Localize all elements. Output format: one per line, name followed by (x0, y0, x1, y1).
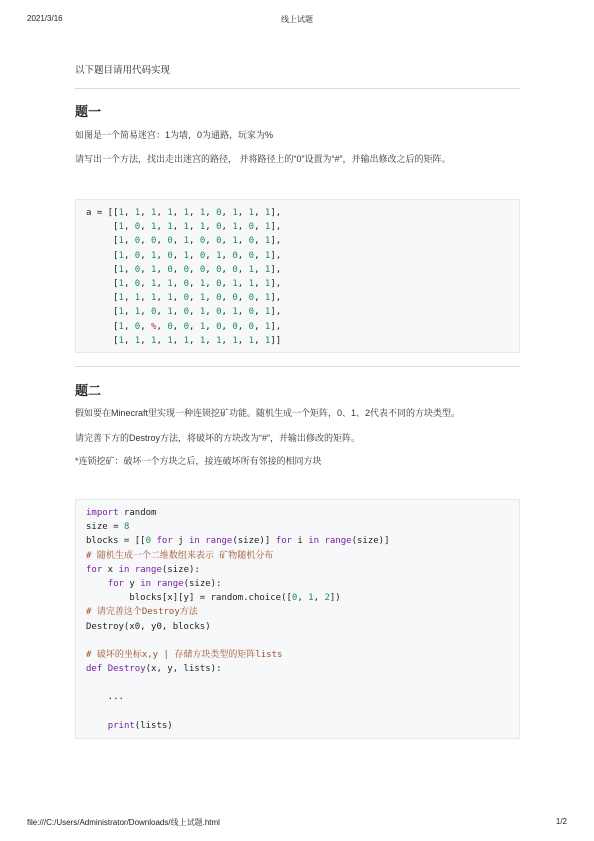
maze-cell: 1 (118, 208, 124, 218)
maze-cell: 1 (167, 278, 173, 289)
code-line: ... (86, 692, 124, 703)
print-page-title: 线上试题 (281, 15, 313, 24)
maze-cell: 1 (232, 335, 238, 346)
maze-cell: 1 (232, 208, 238, 218)
maze-cell: 1 (199, 293, 206, 304)
maze-cell: 0 (232, 321, 238, 332)
maze-row: [1, 1, 0, 1, 0, 1, 0, 1, 0, 1], (86, 307, 282, 318)
maze-cell: 1 (167, 307, 173, 318)
print-date: 2021/3/16 (27, 14, 63, 23)
maze-cell: 0 (134, 250, 141, 261)
code-line: print(lists) (107, 720, 173, 731)
maze-cell: 0 (134, 321, 141, 332)
maze-cell: 0 (216, 307, 222, 318)
maze-cell: 0 (248, 307, 255, 318)
maze-cell: 0 (167, 236, 173, 247)
maze-cell: 0 (183, 307, 189, 318)
maze-cell: 0 (134, 222, 141, 233)
maze-cell: 1 (134, 335, 141, 346)
maze-cell: 0 (167, 321, 173, 332)
maze-row: [1, 0, %, 0, 0, 1, 0, 0, 0, 1], (86, 321, 282, 332)
maze-cell: 1 (264, 250, 271, 261)
code-line (86, 705, 509, 719)
maze-cell: 0 (232, 264, 238, 275)
maze-cell: 0 (183, 293, 189, 304)
maze-row: [1, 0, 0, 0, 1, 0, 0, 1, 0, 1], (86, 236, 282, 247)
maze-cell: 0 (199, 236, 206, 247)
maze-cell: 1 (264, 335, 271, 346)
maze-cell: 0 (167, 250, 173, 261)
maze-row: [1, 1, 1, 1, 0, 1, 0, 0, 0, 1], (86, 293, 282, 304)
maze-cell: 1 (232, 307, 238, 318)
maze-cell: 1 (248, 264, 255, 275)
maze-cell: 1 (199, 222, 206, 233)
question-2-desc: 假如要在Minecraft里实现一种连锁挖矿功能。随机生成一个矩阵，0、1、2代表不同的方块类型。 (75, 408, 461, 418)
maze-cell: 0 (248, 222, 255, 233)
maze-cell: 1 (199, 335, 206, 346)
maze-cell: 0 (216, 293, 222, 304)
code-line: blocks[x][y] = random.choice([0, 1, 2]) (86, 593, 341, 604)
maze-cell: 0 (167, 264, 173, 275)
maze-cell: 0 (216, 278, 222, 289)
code-line: # 随机生成一个二维数组来表示 矿物随机分布 (86, 550, 274, 561)
question-1-title: 题一 (75, 104, 102, 119)
maze-cell: 1 (151, 278, 157, 289)
maze-cell: 1 (118, 222, 124, 233)
maze-cell: 1 (151, 250, 157, 261)
maze-cell: 0 (134, 278, 141, 289)
maze-cell: 1 (264, 278, 271, 289)
maze-cell: 1 (183, 335, 189, 346)
maze-row: [1, 0, 1, 0, 0, 0, 0, 0, 1, 1], (86, 264, 282, 275)
code-line: # 请完善这个Destroy方法 (86, 607, 198, 618)
maze-cell: 1 (264, 293, 271, 304)
maze-cell: 1 (199, 208, 206, 218)
maze-cell: 1 (264, 222, 271, 233)
divider (75, 366, 520, 367)
maze-cell: 1 (183, 208, 189, 218)
maze-cell: 1 (118, 293, 124, 304)
maze-cell: 1 (118, 278, 124, 289)
maze-cell: 0 (134, 236, 141, 247)
maze-cell: 0 (248, 236, 255, 247)
python-code-block (75, 499, 520, 739)
maze-cell: 1 (232, 278, 238, 289)
maze-cell: 1 (264, 307, 271, 318)
maze-cell: 1 (151, 264, 157, 275)
maze-cell: 1 (134, 208, 141, 218)
maze-cell: 1 (167, 222, 173, 233)
maze-cell: 0 (183, 321, 189, 332)
maze-cell: 0 (248, 293, 255, 304)
maze-cell: 1 (183, 236, 189, 247)
maze-cell: 0 (199, 250, 206, 261)
code-line (86, 634, 509, 648)
maze-cell: 0 (216, 208, 222, 218)
maze-cell: 1 (118, 250, 124, 261)
maze-player: % (151, 321, 157, 332)
maze-cell: 1 (167, 335, 173, 346)
maze-cell: 1 (183, 250, 189, 261)
maze-row: [1, 0, 1, 1, 0, 1, 0, 1, 1, 1], (86, 278, 282, 289)
maze-cell: 1 (232, 222, 238, 233)
maze-cell: 0 (151, 236, 157, 247)
maze-cell: 1 (264, 321, 271, 332)
question-2-note: *连锁挖矿：破坏一个方块之后，接连破坏所有邻接的相同方块 (75, 456, 322, 466)
maze-cell: 0 (232, 293, 238, 304)
python-code (86, 506, 509, 733)
maze-cell: 1 (216, 250, 222, 261)
code-line: import random (86, 508, 157, 518)
maze-cell: 0 (248, 321, 255, 332)
maze-cell: 1 (248, 278, 255, 289)
divider (75, 88, 520, 89)
maze-cell: 0 (248, 250, 255, 261)
code-line: Destroy(x0, y0, blocks) (86, 621, 211, 632)
maze-cell: 1 (199, 321, 206, 332)
code-line: # 破坏的坐标x,y | 存储方块类型的矩阵lists (86, 649, 283, 660)
maze-cell: 1 (216, 335, 222, 346)
maze-cell: 1 (264, 264, 271, 275)
maze-cell: 1 (183, 222, 189, 233)
question-2-title: 题二 (75, 383, 102, 398)
maze-cell: 1 (199, 307, 206, 318)
code-line: for x in range(size): (86, 564, 200, 575)
code-line: blocks = [[0 for j in range(size)] for i in range(size)] (86, 536, 390, 547)
maze-cell: 1 (232, 236, 238, 247)
maze-cell: 0 (216, 264, 222, 275)
maze-cell: 1 (118, 335, 124, 346)
question-1-task: 请写出一个方法，找出走出迷宫的路径， 并将路径上的“0”设置为“#”，并输出修改之后的矩阵。 (75, 154, 451, 164)
maze-cell: 1 (264, 236, 271, 247)
maze-row: [1, 1, 1, 1, 1, 1, 1, 1, 1, 1]] (86, 335, 282, 346)
maze-cell: 1 (134, 307, 141, 318)
maze-cell: 1 (134, 293, 141, 304)
code-line: size = 8 (86, 522, 130, 533)
maze-cell: 1 (151, 335, 157, 346)
maze-cell: 0 (134, 264, 141, 275)
page-number: 1/2 (555, 817, 567, 826)
maze-cell: 1 (151, 293, 157, 304)
maze-code-block (75, 199, 520, 353)
maze-cell: 0 (183, 278, 189, 289)
maze-cell: 0 (232, 250, 238, 261)
maze-cell: 1 (118, 307, 124, 318)
maze-cell: 0 (216, 321, 222, 332)
file-path: file:///C:/Users/Administrator/Downloads/线上试题.html (27, 818, 220, 827)
maze-cell: 1 (118, 264, 124, 275)
maze-cell: 1 (199, 278, 206, 289)
maze-cell: 1 (167, 208, 173, 218)
maze-code (86, 206, 509, 348)
maze-cell: 0 (199, 264, 206, 275)
question-1-desc: 如图是一个简易迷宫：1为墙，0为通路，玩家为% (75, 130, 274, 140)
maze-cell: 0 (216, 236, 222, 247)
maze-cell: 1 (248, 335, 255, 346)
maze-cell: 0 (151, 307, 157, 318)
code-line (86, 676, 509, 690)
maze-cell: 1 (118, 321, 124, 332)
maze-cell: 1 (167, 293, 173, 304)
maze-cell: 0 (216, 222, 222, 233)
maze-row: [1, 0, 1, 1, 1, 1, 0, 1, 0, 1], (86, 222, 282, 233)
maze-cell: 1 (151, 222, 157, 233)
maze-cell: 1 (264, 208, 271, 218)
maze-row: a = [[1, 1, 1, 1, 1, 1, 0, 1, 1, 1], (86, 208, 282, 218)
maze-row: [1, 0, 1, 0, 1, 0, 1, 0, 0, 1], (86, 250, 282, 261)
intro-text: 以下题目请用代码实现 (75, 65, 171, 76)
maze-cell: 0 (183, 264, 189, 275)
question-2-task: 请完善下方的Destroy方法，将破坏的方块改为“#”，并输出修改的矩阵。 (75, 433, 361, 443)
maze-cell: 1 (151, 208, 157, 218)
code-line: for y in range(size): (107, 578, 222, 589)
code-line: def Destroy(x, y, lists): (86, 664, 222, 675)
maze-cell: 1 (248, 208, 255, 218)
maze-cell: 1 (118, 236, 124, 247)
